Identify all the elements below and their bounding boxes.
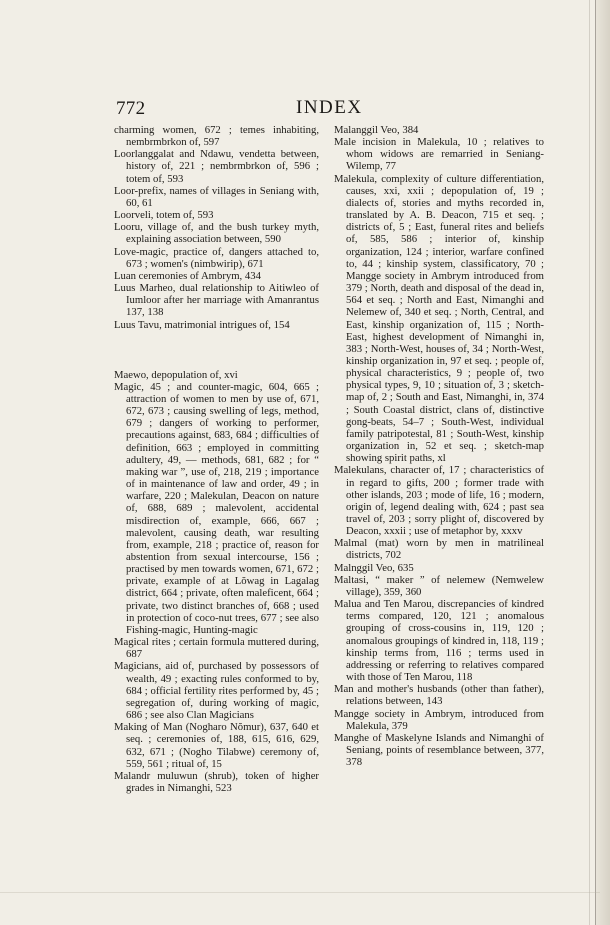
index-entry: Loorveli, totem of, 593 (114, 209, 214, 222)
index-entry: Maewo, depopulation of, xvi (114, 368, 238, 381)
index-entry: Male incision in Malekula, 10 ; relatives to whom widows are remarried in Seniang-Wilemp, 77 (334, 136, 544, 173)
index-column-left (114, 124, 319, 794)
index-entry: Malandr muluwun (shrub), token of higher grades in Nimanghi, 523 (114, 769, 319, 794)
index-entry: Malanggil Veo, 384 (334, 124, 419, 136)
index-entry: Magical rites ; certain formula muttered during, 687 (114, 636, 319, 661)
index-entry: Malnggil Veo, 635 (334, 561, 414, 574)
index-entry: Magic, 45 ; and counter-magic, 604, 665 ; attraction of women to men by use of, 671, 672, 673 ; causing swelling of legs, method, 679 ; dangers of working to performer, precautions against, 683, 684 ; difficulties of definition, 663 ; employed in committing adultery, 49, — methods, 681, 682 ; for “ making war ”, use of, 218, 219 ; importance of in maintenance of law and order, 49 ; in warfare, 220 ; Malekulan, Deacon on nature of, 688, 689 ; malevolent, accidental misdirection of, example, 666, 667 ; malevolent, causing death, war resulting from, example, 218 ; practice of, reason for abstention from sexual intercourse, 156 ; practised by men towards women, 671, 672 ; private, example of at Lŏwag in Lagalag district, 664 ; private, often maleficent, 664 ; private, two distinct branches of, 668 ; used in protection of coco-nut trees, 677 ; see also Fishing-magic, Hunting-magic (114, 380, 319, 636)
index-entry: Mangge society in Ambrym, introduced from Malekula, 379 (334, 707, 544, 732)
index-entry: Looru, village of, and the bush turkey myth, explaining association between, 590 (114, 221, 319, 246)
index-entry: Luus Tavu, matrimonial intrigues of, 154 (114, 318, 290, 331)
index-entry: Loorlanggalat and Ndawu, vendetta between, history of, 221 ; nembrmbrkon of, 596 ; totem of, 593 (114, 148, 319, 185)
index-entry: Malua and Ten Marou, discrepancies of kindred terms compared, 120, 121 ; anomalous grouping of cross-cousins in, 119, 120 ; anomalous groupings of kindred in, 118, 119 ; kinship terms from, 116 ; terms used in addressing or referring to relatives compared with those of Ten Marou, 118 (334, 598, 544, 684)
index-entry: Love-magic, practice of, dangers attached to, 673 ; women's (nimbwirip), 671 (114, 245, 319, 270)
index-entry: Malekulans, character of, 17 ; characteristics of in regard to gifts, 200 ; former trade with other islands, 203 ; mode of life, 16 ; modern, origin of, legend dealing with, 624 ; past sea travel of, 203 ; sorry plight of, discovered by Deacon, xxxii ; use of metaphor by, xxxv (334, 464, 544, 538)
page-edge-line (595, 0, 596, 925)
index-entry: Man and mother's husbands (other than father), relations between, 143 (334, 683, 544, 708)
index-entry: charming women, 672 ; temes inhabiting, nembrmbrkon of, 597 (114, 124, 319, 149)
index-entry: Loor-prefix, names of villages in Seniang with, 60, 61 (114, 184, 319, 209)
index-entry: Maltasi, “ maker ” of nelemew (Nemwelew village), 359, 360 (334, 573, 544, 598)
index-entry: Malekula, complexity of culture differentiation, causes, xxi, xxii ; depopulation of, 19 ; dialects of, stories and myths recorded in, translated by A. B. Deacon, 715 et seq. ; districts of, 5 ; East, funeral rites and beliefs of, 585, 586 ; interior of, kinship organization, 124 ; interior, warfare confined to, 44 ; kinship system, classificatory, 70 ; Mangge society in Ambrym introduced from 379 ; North, death and disposal of the dead in, 564 et seq. ; North and East, Nimanghi and Nelemew of, 340 et seq. ; North, Central, and East, kinship organization of, 115 ; North-East, highest development of Nimanghi in, 383 ; North-West, houses of, 34 ; North-West, kinship organization in, 97 et seq. ; people of, physical characteristics, 9 ; people of, two physical types, 9, 10 ; situation of, 3 ; sketch-map of, 2 ; South and East, Nimanghi, in, 374 ; South Coastal district, clans of, distinctive gong-beats, 54–7 ; South-West, individual family patripotestal, 81 ; South-West, kinship organization in, 52 et seq. ; sketch-map showing spirit paths, xl (334, 172, 544, 465)
index-entry: Manghe of Maskelyne Islands and Nimanghi of Seniang, points of resemblance between, 377, 378 (334, 731, 544, 769)
index-entry: Malmal (mat) worn by men in matrilineal districts, 702 (334, 537, 544, 562)
page-bottom-mark (0, 892, 600, 893)
page-edge-line-inner (589, 0, 590, 925)
index-entry: Making of Man (Nogharo Nŏmur), 637, 640 et seq. ; ceremonies of, 188, 615, 616, 629, 632, 671 ; (Nogho Tilabwe) ceremony of, 559, 561 ; ritual of, 15 (114, 721, 319, 770)
page-edge-shadow (596, 0, 610, 925)
page-number: 772 (116, 98, 146, 119)
letter-section-gap (114, 331, 319, 369)
index-column-right (334, 124, 544, 768)
index-entry: Luan ceremonies of Ambrym, 434 (114, 269, 261, 282)
index-entry: Magicians, aid of, purchased by possessors of wealth, 49 ; exacting rules conformed to by, 684 ; official fertility rites performed by, 45 ; segregation of, during working of magic, 686 ; see also Clan Magicians (114, 660, 319, 722)
index-entry: Luus Marheo, dual relationship to Aitiwleo of Iumloor after her marriage with Amanrantus 137, 138 (114, 282, 319, 319)
running-head: INDEX (296, 97, 363, 118)
